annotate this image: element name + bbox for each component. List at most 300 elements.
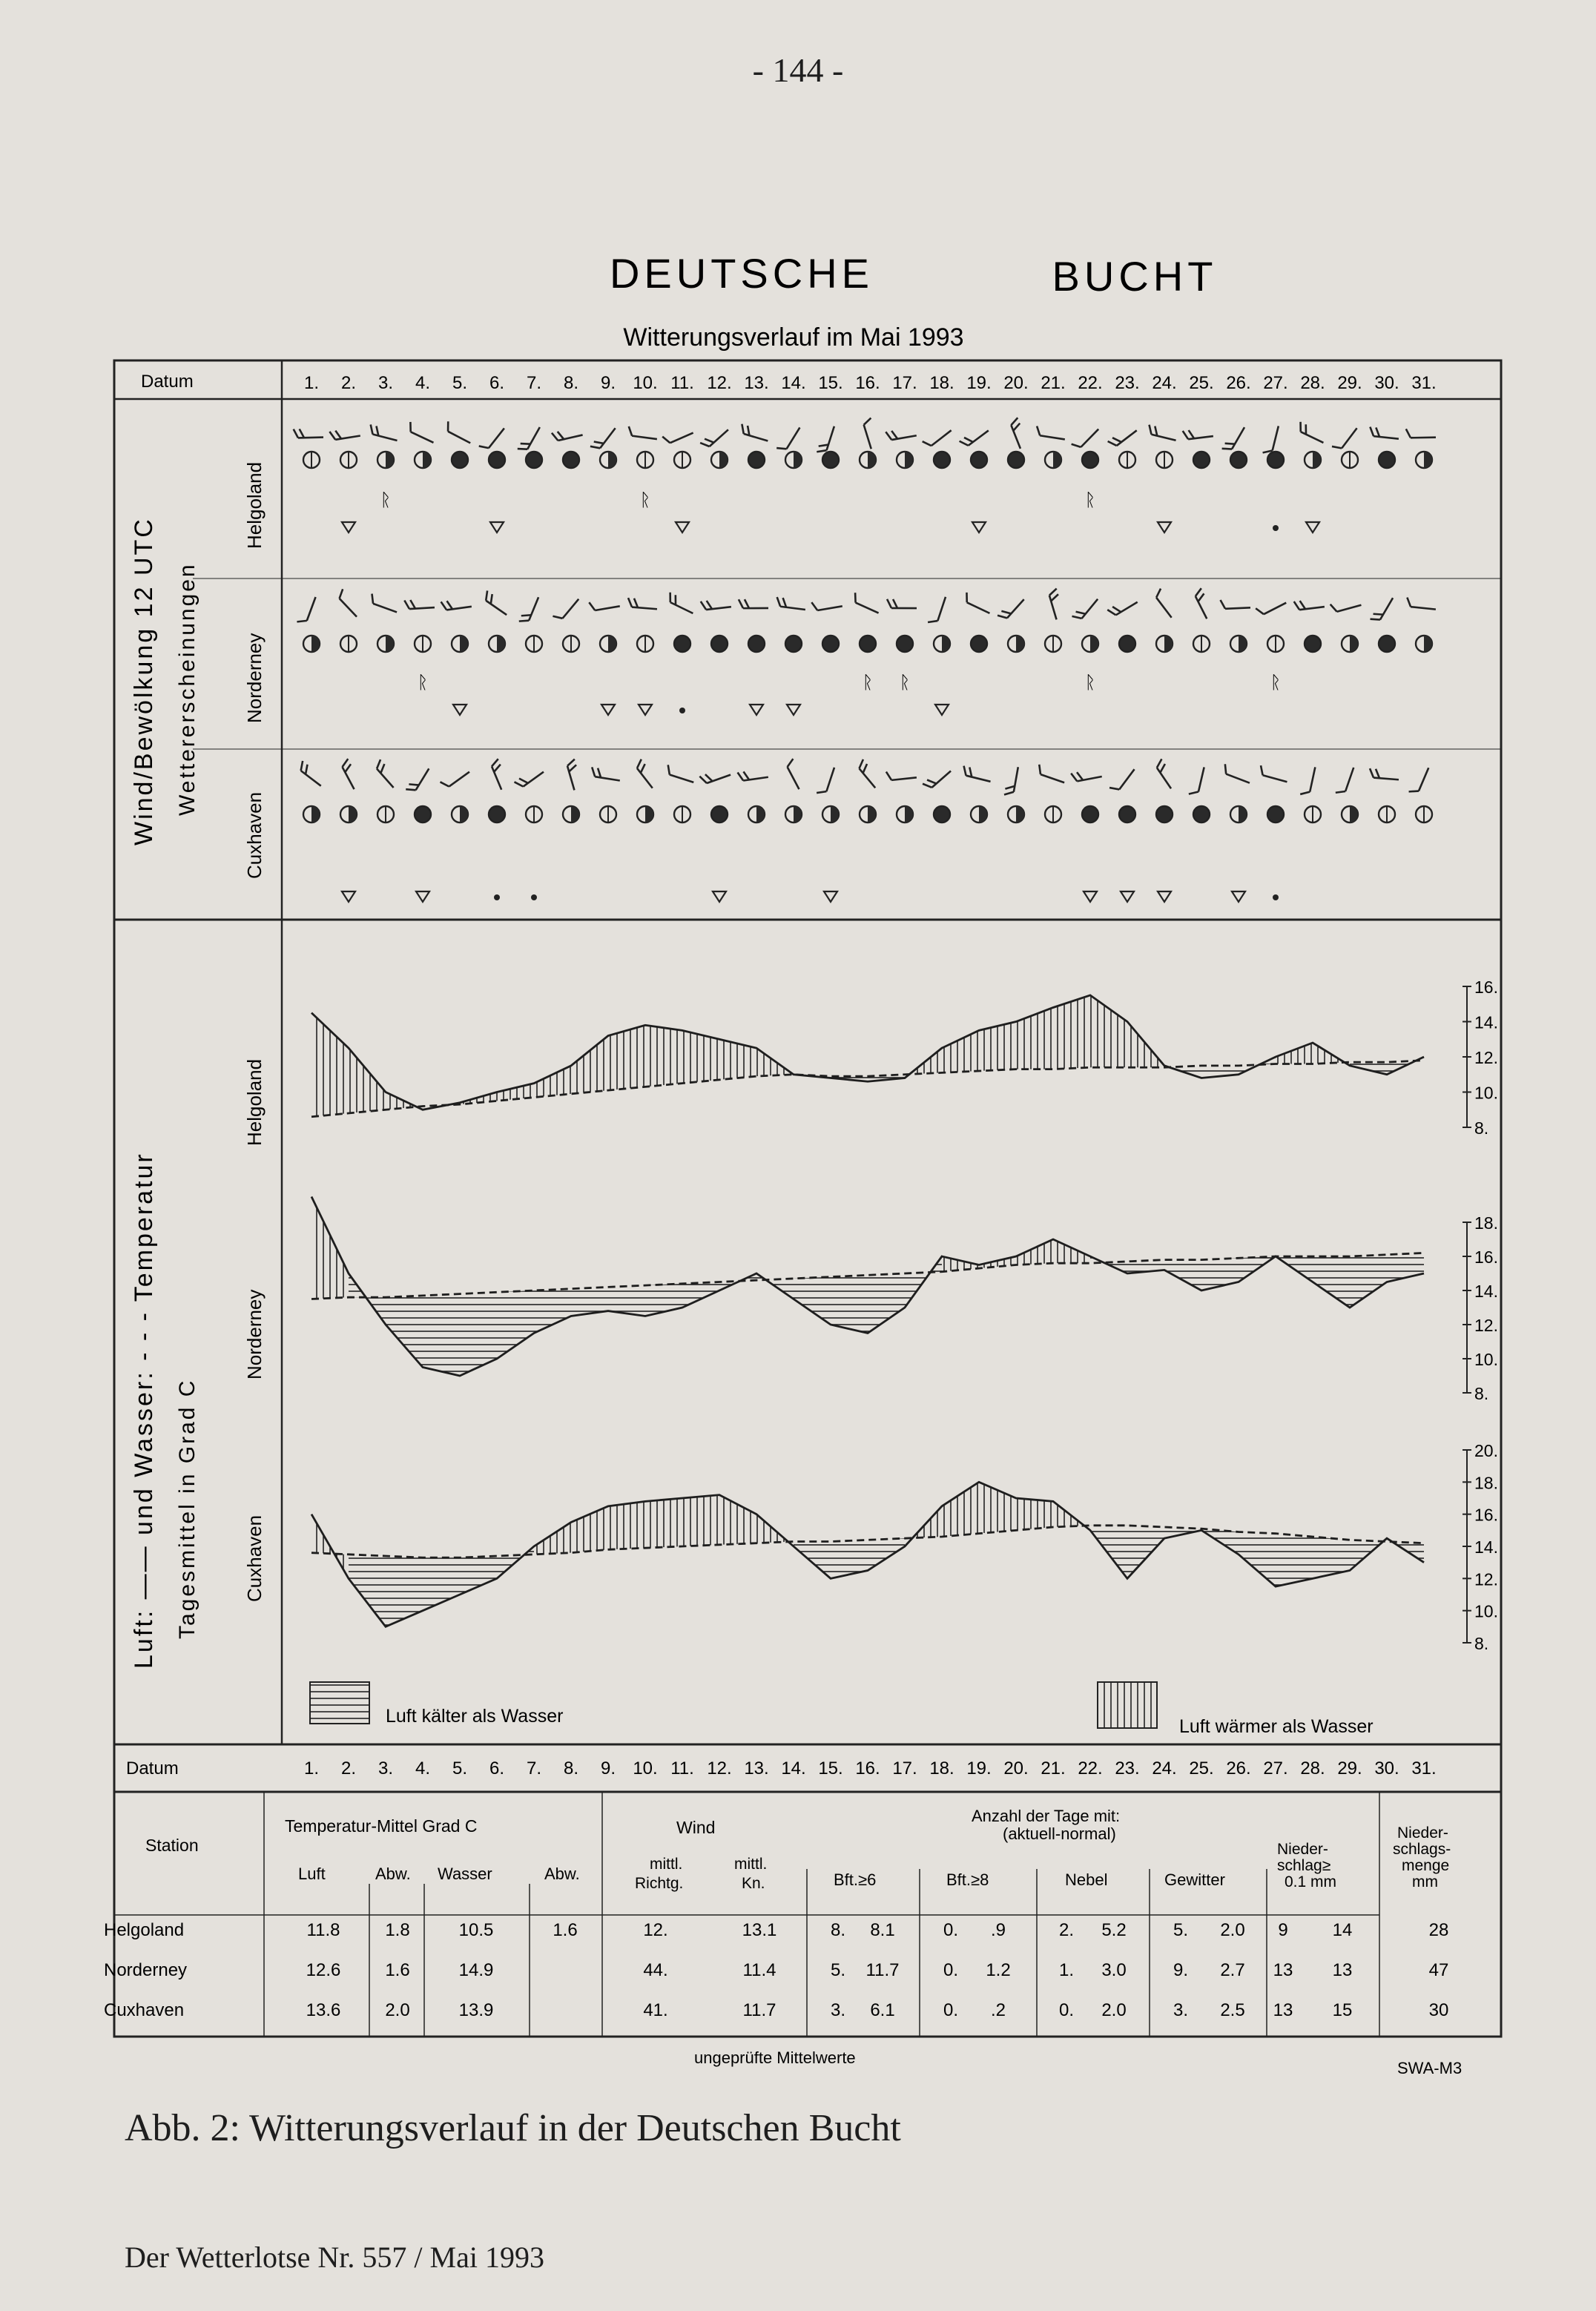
- cell-bft8n: .2: [990, 2000, 1006, 2020]
- cell-nebel: 0.: [1058, 2000, 1075, 2020]
- wind-barb-icon: [479, 423, 504, 452]
- cloud-cover-icon: [637, 636, 653, 652]
- cloud-cover-icon: [637, 806, 653, 822]
- day-label: 21.: [1041, 373, 1066, 393]
- cloud-cover-icon: [1230, 636, 1247, 652]
- wind-barb-icon: [1072, 423, 1099, 450]
- axis-tick-label: 10.: [1474, 1083, 1498, 1103]
- cloud-cover-icon: [748, 636, 765, 652]
- cloud-cover-icon: [1119, 806, 1135, 822]
- wind-barb-icon: [518, 423, 540, 453]
- wind-barb-icon: [1222, 423, 1244, 453]
- wind-barb-icon: [960, 423, 989, 449]
- th-menge-c: menge: [1402, 1857, 1450, 1874]
- wind-barb-icon: [1004, 765, 1018, 796]
- warm-fill: [349, 1048, 386, 1113]
- day-label: 24.: [1152, 373, 1177, 393]
- wind-barb-icon: [297, 594, 315, 625]
- cloud-cover-icon: [860, 452, 876, 468]
- wind-barb-icon: [634, 759, 659, 788]
- cell-gewn: 2.0: [1220, 1920, 1245, 1940]
- wind-barb-icon: [404, 599, 435, 609]
- station-label-helgoland-chart: Helgoland: [243, 1058, 266, 1146]
- cloud-cover-icon: [415, 636, 431, 652]
- day-label: 3.: [377, 1758, 394, 1778]
- wind-barb-icon: [963, 593, 993, 613]
- day-label: 7.: [526, 1758, 542, 1778]
- cloud-cover-icon: [1267, 636, 1284, 652]
- figure-title-word2: BUCHT: [1052, 253, 1218, 300]
- th-wasser: Wasser: [438, 1865, 492, 1883]
- cold-fill: [534, 1289, 571, 1333]
- wind-barb-icon: [406, 764, 429, 794]
- cell-luft: 11.8: [306, 1920, 340, 1940]
- thunderstorm-icon: ᚱ: [899, 673, 911, 693]
- day-label: 9.: [600, 1758, 616, 1778]
- day-label: 8.: [563, 373, 579, 393]
- day-label: 5.: [452, 373, 468, 393]
- cloud-cover-icon: [600, 636, 616, 652]
- axis-tick-label: 16.: [1474, 1247, 1498, 1267]
- cloud-cover-icon: [934, 452, 950, 468]
- wind-barb-icon: [1009, 418, 1029, 449]
- day-label: 8.: [563, 1758, 579, 1778]
- cloud-cover-icon: [1045, 806, 1061, 822]
- cloud-cover-icon: [785, 452, 802, 468]
- cell-nebeln: 3.0: [1101, 1960, 1127, 1980]
- day-label: 6.: [489, 1758, 505, 1778]
- cloud-cover-icon: [1342, 452, 1358, 468]
- wind-barb-icon: [1369, 427, 1399, 439]
- th-bft8: Bft.≥8: [946, 1870, 989, 1889]
- wind-barb-icon: [857, 759, 883, 788]
- day-label: 30.: [1374, 373, 1399, 393]
- cloud-cover-icon: [1379, 636, 1395, 652]
- wind-barb-icon: [701, 598, 731, 610]
- cloud-cover-icon: [1082, 452, 1098, 468]
- cold-fill: [682, 1282, 719, 1308]
- shower-icon: [1158, 891, 1171, 902]
- day-label: 21.: [1041, 1758, 1066, 1778]
- cell-nebeln: 5.2: [1101, 1920, 1127, 1940]
- cell-kn: 11.7: [742, 2000, 776, 2020]
- day-label: 27.: [1263, 373, 1288, 393]
- th-days-group-b: (aktuell-normal): [1003, 1824, 1116, 1843]
- day-label: 3.: [377, 373, 394, 393]
- th-kn-b: Kn.: [742, 1875, 765, 1892]
- cell-nebel: 1.: [1058, 1960, 1075, 1980]
- wind-barb-icon: [297, 761, 326, 786]
- day-label: 2.: [340, 1758, 357, 1778]
- wind-barb-icon: [811, 598, 842, 611]
- cell-ns: 9: [1278, 1920, 1288, 1940]
- axis-tick-label: 12.: [1474, 1316, 1498, 1335]
- wind-barb-icon: [863, 418, 880, 449]
- cloud-cover-icon: [971, 636, 987, 652]
- th-nieder-c: 0.1 mm: [1285, 1873, 1337, 1890]
- wind-barb-icon: [1036, 765, 1067, 782]
- wind-barb-icon: [1336, 765, 1353, 796]
- cell-gewn: 2.7: [1220, 1960, 1245, 1980]
- figure-subtitle: Witterungsverlauf im Mai 1993: [623, 323, 964, 352]
- wind-barb-icon: [1406, 429, 1436, 438]
- cloud-cover-icon: [785, 636, 802, 652]
- cloud-cover-icon: [822, 452, 839, 468]
- cold-fill: [794, 1277, 831, 1325]
- thunderstorm-icon: ᚱ: [1084, 673, 1096, 693]
- cold-fill: [1350, 1255, 1387, 1308]
- warm-fill: [608, 1501, 645, 1549]
- cell-gew: 9.: [1173, 1960, 1189, 1980]
- station-label-norderney-top: Norderney: [243, 633, 266, 723]
- datum-label-bottom: Datum: [126, 1758, 179, 1778]
- section2-label-a: Luft: —— und Wasser: - - - Temperatur: [130, 1152, 158, 1669]
- wind-barb-icon: [662, 425, 693, 445]
- day-label: 20.: [1003, 1758, 1029, 1778]
- shower-icon: [935, 705, 949, 715]
- cloud-cover-icon: [340, 452, 357, 468]
- cloud-cover-icon: [340, 806, 357, 822]
- cold-fill: [423, 1294, 460, 1376]
- page-number: - 144 -: [752, 51, 844, 89]
- shower-icon: [453, 705, 466, 715]
- legend-cold-label: Luft kälter als Wasser: [386, 1706, 564, 1727]
- wind-barb-icon: [1294, 598, 1325, 610]
- shower-icon: [416, 891, 429, 902]
- wind-barb-icon: [738, 768, 768, 781]
- th-station: Station: [145, 1836, 199, 1855]
- cloud-cover-icon: [1193, 636, 1210, 652]
- day-label: 7.: [526, 373, 542, 393]
- temperature-charts: [311, 978, 1498, 1653]
- shower-icon: [972, 522, 986, 533]
- axis-tick-label: 16.: [1474, 1505, 1498, 1525]
- wind-barb-icon: [700, 423, 728, 449]
- wind-barb-icon: [490, 759, 510, 790]
- cell-bft6: 8.: [830, 1920, 846, 1940]
- cold-fill: [386, 1556, 423, 1626]
- warm-fill: [645, 1498, 682, 1548]
- wind-barb-icon: [627, 426, 658, 439]
- cell-bft6: 5.: [830, 1960, 846, 1980]
- cell-gewn: 2.5: [1220, 2000, 1245, 2020]
- cell-gew: 5.: [1173, 1920, 1189, 1940]
- day-label: 25.: [1189, 1758, 1214, 1778]
- wind-barb-icon: [817, 423, 834, 455]
- cloud-cover-icon: [1045, 452, 1061, 468]
- table-row: [104, 1960, 1448, 1980]
- day-label: 6.: [489, 373, 505, 393]
- day-label: 29.: [1337, 1758, 1362, 1778]
- cell-station: Norderney: [104, 1960, 188, 1980]
- day-label: 23.: [1115, 1758, 1140, 1778]
- day-label: 29.: [1337, 373, 1362, 393]
- th-richtg-b: Richtg.: [635, 1875, 684, 1892]
- cold-fill: [1276, 1534, 1313, 1587]
- day-label: 27.: [1263, 1758, 1288, 1778]
- cell-bft6n: 6.1: [870, 2000, 895, 2020]
- cloud-cover-icon: [748, 452, 765, 468]
- axis-tick-label: 8.: [1474, 1634, 1489, 1653]
- wind-barb-icon: [1071, 768, 1102, 782]
- wind-barb-icon: [441, 765, 469, 789]
- axis-tick-label: 10.: [1474, 1350, 1498, 1369]
- axis-tick-label: 12.: [1474, 1569, 1498, 1589]
- shower-icon: [1306, 522, 1319, 533]
- cold-fill: [497, 1290, 534, 1359]
- th-richtg-a: mittl.: [650, 1856, 683, 1873]
- cloud-cover-icon: [711, 636, 728, 652]
- cloud-cover-icon: [674, 452, 690, 468]
- wind-barb-icon: [627, 598, 658, 609]
- cloud-cover-icon: [897, 806, 913, 822]
- th-abw2: Abw.: [544, 1865, 580, 1883]
- cloud-cover-icon: [526, 806, 542, 822]
- station-label-cuxhaven-top: Cuxhaven: [243, 791, 266, 879]
- thunderstorm-icon: ᚱ: [417, 673, 429, 693]
- wind-barb-icon: [1048, 589, 1065, 620]
- cell-station: Cuxhaven: [104, 2000, 185, 2020]
- cell-kn: 13.1: [742, 1920, 777, 1940]
- th-days-group-a: Anzahl der Tage mit:: [972, 1807, 1121, 1825]
- day-label: 10.: [633, 1758, 658, 1778]
- datum-label-top: Datum: [141, 372, 194, 392]
- day-label: 1.: [303, 1758, 320, 1778]
- table-row: [104, 1920, 1448, 1940]
- day-label: 4.: [415, 373, 431, 393]
- cloud-cover-icon: [303, 806, 320, 822]
- warm-fill: [1016, 1008, 1053, 1069]
- cloud-cover-icon: [303, 452, 320, 468]
- wind-barb-icon: [851, 593, 882, 613]
- cloud-cover-icon: [489, 636, 505, 652]
- cell-menge: 30: [1428, 2000, 1449, 2020]
- day-label: 31.: [1411, 373, 1437, 393]
- wind-barb-icon: [329, 427, 360, 441]
- station-label-norderney-chart: Norderney: [243, 1289, 266, 1379]
- cloud-cover-icon: [1119, 452, 1135, 468]
- cell-nsn: 13: [1332, 1960, 1353, 1980]
- wind-barb-icon: [566, 759, 583, 791]
- warm-fill: [311, 1013, 349, 1117]
- cloud-cover-icon: [971, 806, 987, 822]
- axis-tick-label: 10.: [1474, 1601, 1498, 1621]
- wind-barb-icon: [1300, 765, 1315, 797]
- day-label: 31.: [1411, 1758, 1437, 1778]
- cell-ns: 13: [1273, 2000, 1293, 2020]
- cloud-cover-icon: [452, 452, 468, 468]
- cell-bft8: 0.: [943, 2000, 959, 2020]
- cell-bft6n: 11.7: [865, 1960, 900, 1980]
- legend-cold-swatch: [310, 1682, 369, 1724]
- day-label: 19.: [966, 373, 992, 393]
- wind-barb-icon: [785, 759, 807, 789]
- cloud-cover-icon: [1156, 806, 1173, 822]
- day-label: 18.: [929, 1758, 954, 1778]
- cloud-cover-icon: [1008, 636, 1024, 652]
- cloud-cover-icon: [1193, 806, 1210, 822]
- cloud-cover-icon: [1305, 636, 1321, 652]
- cloud-cover-icon: [1416, 806, 1432, 822]
- cloud-cover-icon: [674, 806, 690, 822]
- day-label: 16.: [855, 1758, 880, 1778]
- shower-icon: [639, 705, 652, 715]
- legend-warm-label: Luft wärmer als Wasser: [1179, 1716, 1374, 1737]
- wind-barb-icon: [776, 597, 806, 610]
- cloud-cover-icon: [897, 636, 913, 652]
- cell-kn: 11.4: [742, 1960, 776, 1980]
- wind-barb-icon: [369, 594, 400, 613]
- day-label: 19.: [966, 1758, 992, 1778]
- warm-fill: [1016, 1239, 1053, 1265]
- th-luft: Luft: [298, 1865, 326, 1883]
- cloud-cover-icon: [489, 806, 505, 822]
- warm-fill: [719, 1495, 756, 1545]
- cloud-cover-icon: [860, 806, 876, 822]
- wind-barb-icon: [739, 599, 768, 608]
- th-nieder-a: Nieder-: [1277, 1841, 1328, 1858]
- footer-right: SWA-M3: [1397, 2059, 1463, 2077]
- day-label: 15.: [818, 373, 843, 393]
- shower-icon: [676, 522, 689, 533]
- cloud-cover-icon: [1342, 636, 1358, 652]
- cloud-cover-icon: [1082, 636, 1098, 652]
- wind-barb-icon: [928, 594, 946, 625]
- page-footer: Der Wetterlotse Nr. 557 / Mai 1993: [125, 2241, 544, 2274]
- figure-caption: Abb. 2: Witterungsverlauf in der Deutschen Bucht: [125, 2107, 901, 2149]
- summary-table: [104, 1792, 1501, 2037]
- cell-menge: 47: [1428, 1960, 1449, 1980]
- wind-barb-icon: [1296, 422, 1327, 443]
- cloud-cover-icon: [563, 636, 579, 652]
- cloud-cover-icon: [1416, 452, 1432, 468]
- wind-barb-icon: [1263, 424, 1279, 455]
- day-label: 2.: [340, 373, 357, 393]
- day-label: 28.: [1300, 373, 1325, 393]
- section1-label-a: Wind/Bewölkung 12 UTC: [130, 517, 158, 845]
- warm-fill: [719, 1039, 756, 1080]
- cell-richtg: 12.: [643, 1920, 668, 1940]
- cell-abw1: 2.0: [385, 2000, 410, 2020]
- warm-fill: [1016, 1498, 1053, 1530]
- axis-tick-label: 20.: [1474, 1441, 1498, 1460]
- wind-barb-icon: [1409, 765, 1429, 796]
- cloud-cover-icon: [637, 452, 653, 468]
- table-row: [104, 2000, 1448, 2020]
- datum-days-top: [304, 373, 1437, 393]
- cell-abw2: 1.6: [553, 1920, 578, 1940]
- day-label: 9.: [600, 373, 616, 393]
- shower-icon: [601, 705, 615, 715]
- cell-nebel: 2.: [1058, 1920, 1075, 1940]
- legend-warm-swatch: [1098, 1682, 1157, 1728]
- day-label: 26.: [1226, 1758, 1251, 1778]
- warm-fill: [311, 1197, 349, 1299]
- wind-barb-icon: [590, 767, 621, 780]
- cloud-cover-icon: [563, 452, 579, 468]
- th-menge-d: mm: [1412, 1873, 1438, 1890]
- cloud-cover-icon: [822, 636, 839, 652]
- wind-barb-icon: [1154, 759, 1178, 788]
- shower-icon: [1232, 891, 1245, 902]
- day-label: 5.: [452, 1758, 468, 1778]
- wind-barb-icon: [962, 766, 993, 782]
- wind-barb-icon: [666, 593, 696, 613]
- cold-fill: [1127, 1526, 1164, 1579]
- wind-barb-icon: [1035, 426, 1066, 439]
- thunderstorm-icon: ᚱ: [862, 673, 874, 693]
- rain-icon: [1273, 525, 1279, 531]
- cloud-cover-icon: [489, 452, 505, 468]
- cell-nebeln: 2.0: [1101, 2000, 1127, 2020]
- cloud-cover-icon: [526, 636, 542, 652]
- day-label: 17.: [892, 373, 917, 393]
- day-label: 16.: [855, 373, 880, 393]
- datum-days-bottom: [304, 1758, 1437, 1778]
- cell-luft: 13.6: [306, 2000, 341, 2020]
- th-wind-group: Wind: [676, 1818, 716, 1837]
- wind-barb-icon: [369, 424, 400, 441]
- cloud-cover-icon: [934, 636, 950, 652]
- wind-barb-icon: [1193, 588, 1215, 619]
- cloud-cover-icon: [1305, 452, 1321, 468]
- day-label: 4.: [415, 1758, 431, 1778]
- wind-barb-icon: [340, 759, 362, 789]
- day-label: 12.: [707, 373, 732, 393]
- day-label: 25.: [1189, 373, 1214, 393]
- section1-label-b: Wettererscheinungen: [175, 562, 200, 816]
- cloud-cover-icon: [377, 806, 394, 822]
- cloud-cover-icon: [1305, 806, 1321, 822]
- wind-barb-icon: [1183, 427, 1213, 440]
- cloud-cover-icon: [452, 806, 468, 822]
- cold-fill: [460, 1292, 497, 1376]
- thunderstorm-icon: ᚱ: [1270, 673, 1282, 693]
- cloud-cover-icon: [303, 636, 320, 652]
- axis-tick-label: 14.: [1474, 1282, 1498, 1301]
- shower-icon: [1158, 522, 1171, 533]
- day-label: 18.: [929, 373, 954, 393]
- wind-barb-icon: [923, 423, 952, 449]
- cold-fill: [460, 1556, 497, 1595]
- cloud-cover-icon: [1008, 452, 1024, 468]
- wind-barb-icon: [1330, 596, 1362, 613]
- rain-icon: [531, 894, 537, 900]
- cold-fill: [868, 1273, 905, 1333]
- wind-barb-icon: [699, 766, 731, 785]
- th-temp-group: Temperatur-Mittel Grad C: [285, 1816, 478, 1836]
- wind-barb-icon: [336, 589, 363, 616]
- cloud-cover-icon: [452, 636, 468, 652]
- station-label-cuxhaven-chart: Cuxhaven: [243, 1514, 266, 1602]
- wind-barb-icon: [817, 765, 834, 796]
- day-label: 14.: [781, 373, 806, 393]
- cloud-cover-icon: [1267, 806, 1284, 822]
- shower-icon: [342, 522, 355, 533]
- cell-richtg: 44.: [643, 1960, 668, 1980]
- cloud-cover-icon: [415, 452, 431, 468]
- warm-fill: [571, 1036, 608, 1094]
- cloud-cover-icon: [934, 806, 950, 822]
- cell-nsn: 14: [1332, 1920, 1353, 1940]
- day-label: 24.: [1152, 1758, 1177, 1778]
- axis-tick-label: 16.: [1474, 978, 1498, 997]
- cloud-cover-icon: [1119, 636, 1135, 652]
- wind-barb-icon: [1222, 764, 1253, 782]
- cloud-cover-icon: [711, 806, 728, 822]
- th-nebel: Nebel: [1065, 1870, 1108, 1889]
- section2-label-b: Tagesmittel in Grad C: [175, 1378, 200, 1639]
